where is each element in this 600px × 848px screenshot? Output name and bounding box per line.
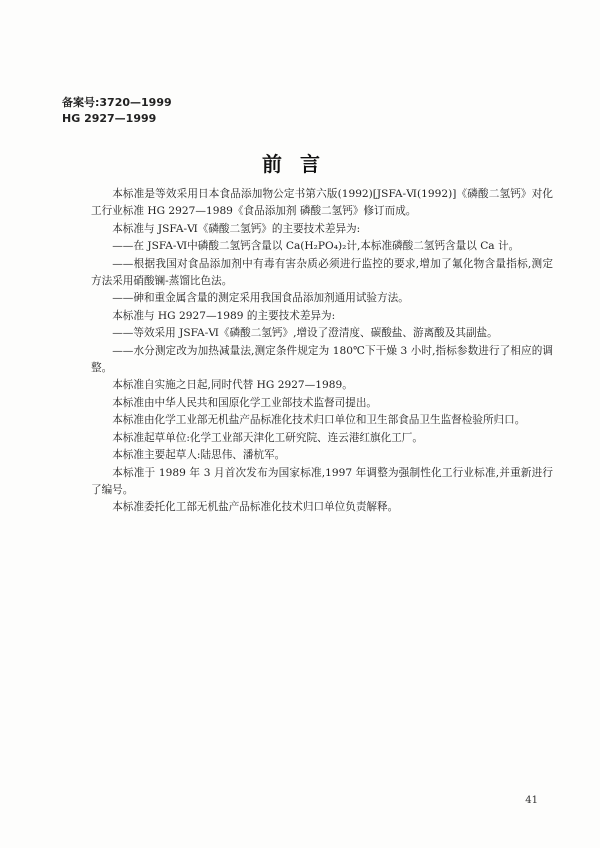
page-title: 前言 bbox=[262, 152, 338, 176]
page-number: 41 bbox=[525, 795, 538, 806]
paragraph: ——水分测定改为加热减量法,测定条件规定为 180℃下干燥 3 小时,指标参数进行了相应的调整。 bbox=[91, 344, 553, 375]
record-number: 备案号:3720—1999 bbox=[62, 96, 172, 109]
paragraph: 本标准由中华人民共和国原化学工业部技术监督司提出。 bbox=[112, 396, 378, 409]
paragraph: 本标准起草单位:化学工业部天津化工研究院、连云港红旗化工厂。 bbox=[112, 431, 423, 444]
paragraph: 本标准由化学工业部无机盐产品标准化技术归口单位和卫生部食品卫生监督检验所归口。 bbox=[112, 414, 526, 427]
paragraph: ——砷和重金属含量的测定采用我国食品添加剂通用试验方法。 bbox=[112, 292, 409, 305]
paragraph: 本标准主要起草人:陆思伟、潘杭军。 bbox=[112, 449, 286, 462]
paragraph: ——在 JSFA-Ⅵ中磷酸二氢钙含量以 Ca(H₂PO₄)₂计,本标准磷酸二氢钙含量以 Ca 计。 bbox=[112, 240, 520, 253]
standard-number: HG 2927—1999 bbox=[62, 112, 157, 125]
paragraph: 本标准于 1989 年 3 月首次发布为国家标准,1997 年调整为强制性化工行业标准,并重新进行了编号。 bbox=[91, 466, 553, 496]
paragraph: ——根据我国对食品添加剂中有毒有害杂质必须进行监控的要求,增加了氟化物含量指标,测定方法采用硝酸镧-蒸馏比色法。 bbox=[91, 257, 553, 288]
paragraph: 本标准与 HG 2927—1989 的主要技术差异为: bbox=[112, 309, 336, 322]
paragraph: 本标准是等效采用日本食品添加物公定书第六版(1992)[JSFA-Ⅵ(1992)]《磷酸二氢钙》对化工行业标准 HG 2927—1989《食品添加剂 磷酸二氢钙》修订而成。 bbox=[91, 188, 553, 218]
paragraph: 本标准自实施之日起,同时代替 HG 2927—1989。 bbox=[112, 379, 353, 392]
paragraph: ——等效采用 JSFA-Ⅵ《磷酸二氢钙》,增设了澄清度、碳酸盐、游离酸及其副盐。 bbox=[112, 327, 498, 340]
paragraph: 本标准与 JSFA-Ⅵ《磷酸二氢钙》的主要技术差异为: bbox=[112, 222, 361, 235]
document-header bbox=[62, 95, 172, 127]
paragraph: 本标准委托化工部无机盐产品标准化技术归口单位负责解释。 bbox=[112, 501, 399, 514]
foreword-body bbox=[91, 186, 553, 517]
